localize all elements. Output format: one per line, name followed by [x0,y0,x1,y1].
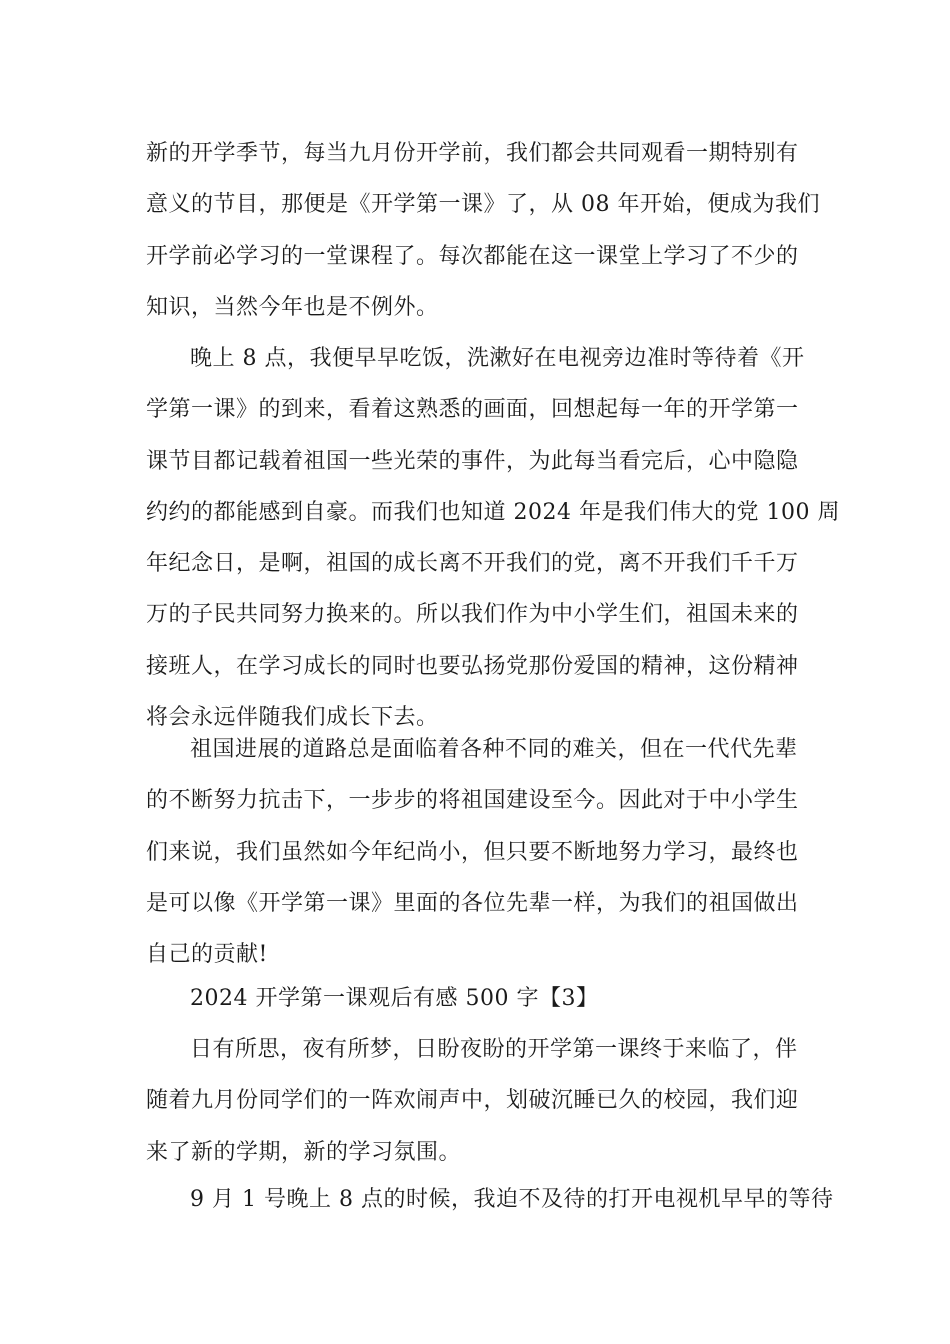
text-line: 是可以像《开学第一课》里面的各位先辈一样，为我们的祖国做出 [146,890,799,916]
heading-text: 2024 开学第一课观后有感 500 字【3】 [190,986,599,1011]
text-line: 课节目都记载着祖国一些光荣的事件，为此每当看完后，心中隐隐 [146,448,799,474]
text-line: 学第一课》的到来，看着这熟悉的画面，回想起每一年的开学第一 [146,397,799,423]
text-line: 知识，当然今年也是不例外。 [146,294,439,320]
text-line: 们来说，我们虽然如今年纪尚小，但只要不断地努力学习，最终也 [146,839,799,865]
paragraph-1 [0,128,950,333]
text-line: 随着九月份同学们的一阵欢闹声中，划破沉睡已久的校园，我们迎 [146,1088,799,1114]
paragraph-6 [0,1174,950,1225]
text-line: 约约的都能感到自豪。而我们也知道 2024 年是我们伟大的党 100 周 [146,499,840,525]
text-line: 年纪念日，是啊，祖国的成长离不开我们的党，离不开我们千千万 [146,551,799,577]
text-line: 开学前必学习的一堂课程了。每次都能在这一课堂上学习了不少的 [146,243,799,269]
text-line: 新的开学季节，每当九月份开学前，我们都会共同观看一期特别有 [146,141,799,166]
text-line: 祖国进展的道路总是面临着各种不同的难关，但在一代代先辈 [190,737,798,762]
text-line: 9 月 1 号晚上 8 点的时候，我迫不及待的打开电视机早早的等待 [190,1187,834,1212]
text-line: 意义的节目，那便是《开学第一课》了，从 08 年开始，便成为我们 [146,192,820,218]
text-line: 晚上 8 点，我便早早吃饭，洗漱好在电视旁边准时等待着《开 [190,346,805,371]
paragraph-2 [0,333,950,743]
text-line: 万的子民共同努力换来的。所以我们作为中小学生们，祖国未来的 [146,602,799,628]
text-line: 自己的贡献! [146,942,268,968]
paragraph-3 [0,724,950,980]
text-line: 将会永远伴随我们成长下去。 [146,705,439,731]
paragraph-5 [0,1024,950,1178]
text-line: 的不断努力抗击下，一步步的将祖国建设至今。因此对于中小学生 [146,788,799,814]
text-line: 来了新的学期，新的学习氛围。 [146,1139,462,1165]
text-line: 日有所思，夜有所梦，日盼夜盼的开学第一课终于来临了，伴 [190,1037,798,1062]
text-line: 接班人，在学习成长的同时也要弘扬党那份爱国的精神，这份精神 [146,653,799,679]
section-heading [0,973,950,1024]
